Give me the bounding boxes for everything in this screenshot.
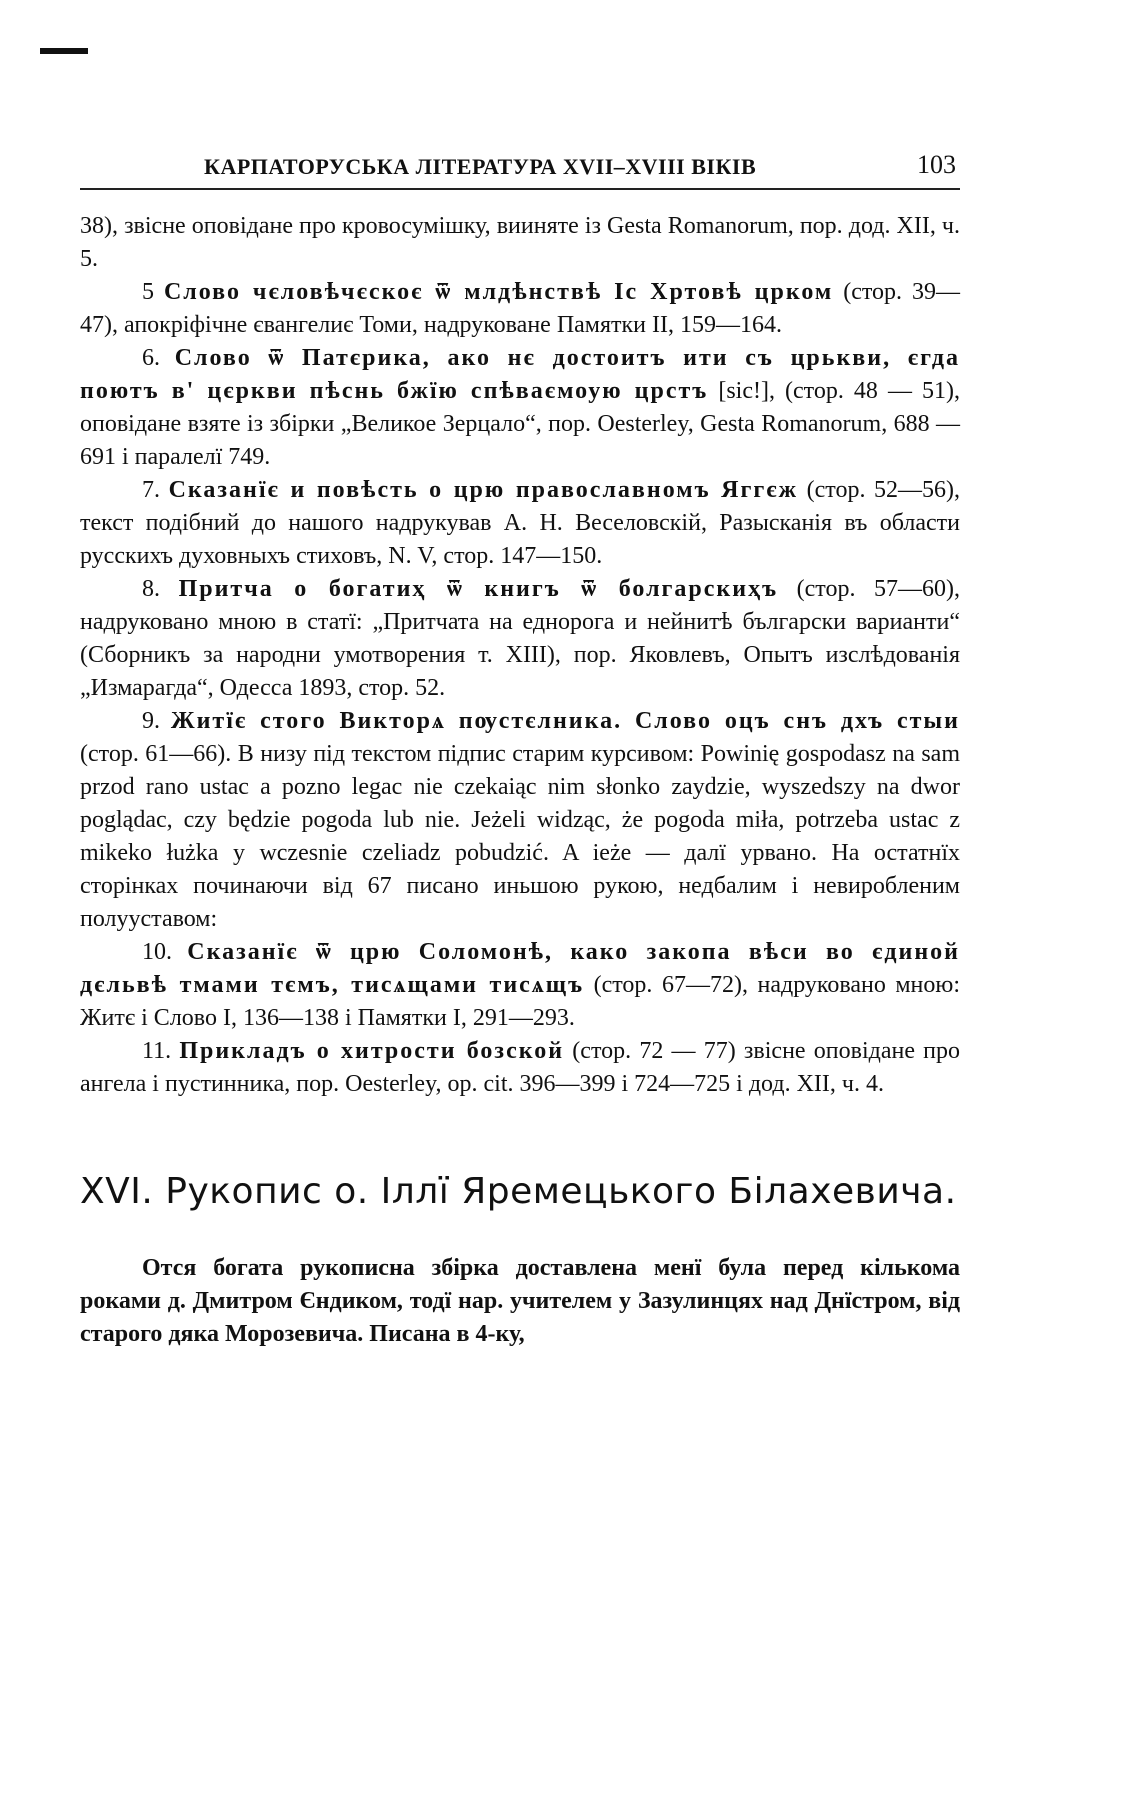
entry-5 xyxy=(80,276,960,342)
page-number: 103 xyxy=(917,150,956,179)
entry-7 xyxy=(80,474,960,573)
entry-number: 7. xyxy=(142,477,160,503)
section-intro: Отся богата рукописна збірка доставлена менї була перед кількома роками д. Дмитром Єндиком, тодї нар. учителем у Зазулинцях над Днїстром, від старого дяка Морозевича. Писана в 4-ку, xyxy=(80,1255,960,1347)
entry-8 xyxy=(80,573,960,705)
entry-number: 10. xyxy=(142,939,172,965)
entry-6 xyxy=(80,342,960,474)
entry-text: (стор. 52—56), текст подібний до нашого надрукував А. Н. Веселовскій, Разысканія въ области русскихъ духовныхъ стиховъ, N. V, стор. 147—150. xyxy=(80,477,961,569)
corner-mark xyxy=(40,48,88,54)
slavonic-title: Прикладъ о хитрости бозской xyxy=(179,1038,565,1064)
paragraph-continued: 38), звісне оповідане про кровосумішку, вииняте із Gesta Romanorum, пор. дод. XII, ч. 5. xyxy=(80,213,960,272)
entry-text: (стор. 72 — 77) звісне оповідане про ангела і пустинника, пор. Oesterley, op. cit. 396—399 і 724—725 і дод. XII, ч. 4. xyxy=(80,1038,961,1097)
entry-text: [sic!], (стор. 48 — 51), оповідане взяте із збірки „Великое Зерцало“, пор. Oesterley, Gesta Romanorum, 688 — 691 і паралелї 749. xyxy=(80,378,961,470)
slavonic-title: Слово ѿ Патєрика, ако нє достоитъ ити съ црькви, єгда поютъ в' цєркви пѣснь бжїю спѣваємоую црстъ xyxy=(80,345,960,404)
slavonic-title: Житїє стого Викторѧ пѹстєлника. Слово оцъ снъ дхъ стыи xyxy=(170,708,960,734)
body-text xyxy=(80,210,960,1101)
entry-number: 11. xyxy=(142,1038,172,1064)
entry-9 xyxy=(80,705,960,936)
slavonic-title: Притча о богатиҳ ѿ книгъ ѿ болгарскиҳъ xyxy=(178,576,779,602)
entry-text: (стор. 67—72), надруковано мною: Житє і Слово I, 136—138 і Памятки I, 291—293. xyxy=(80,972,961,1031)
entry-number: 9. xyxy=(142,708,160,734)
slavonic-title: Слово чєловѣчєскоє ѿ млдѣнствѣ Іс Хртовѣ црком xyxy=(163,279,834,305)
running-head-title: КАРПАТОРУСЬКА ЛІТЕРАТУРА XVII–XVIII ВІКІВ xyxy=(204,154,757,179)
page xyxy=(80,150,960,1351)
entry-number: 6. xyxy=(142,345,160,371)
entry-text: (стор. 39—47), апокріфічне євангелиє Томи, надруковане Памятки II, 159—164. xyxy=(80,279,960,338)
entry-number: 8. xyxy=(142,576,160,602)
slavonic-title: Сказанїє и повѣсть о црю православномъ Яггєж xyxy=(168,477,799,503)
entry-10 xyxy=(80,936,960,1035)
running-head xyxy=(80,150,960,190)
entry-text: (стор. 61—66). В низу під текстом підпис старим курсивом: Powinię gospodasz na sam przod rano ustac a pozno legac nie czekaiąc nim słonko zaydzie, wyszedszy na dwor poglądac, czy będzie pogoda lub nie. Jeżeli widząc, że pogoda miła, potrzeba ustac z mikeko łużka y wczesnie czeliadz pobudzić. A ieże — далї урвано. На остатнїх сторінках починаючи від 67 писано иньшою рукою, недбалим і невиробленим полууставом: xyxy=(80,741,960,932)
entry-text: (стор. 57—60), надруковано мною в статї: „Притчата на еднорога и нейнитѣ български варианти“ (Сборникъ за народни умотворения т. XIII), пор. Яковлевъ, Опытъ изслѣдованія „Измарагда“, Одесса 1893, стор. 52. xyxy=(80,576,961,701)
slavonic-title: Сказанїє ѿ црю Соломонѣ, како закопа вѣси во єдиной дєльвѣ тмами тємъ, тисѧщами тисѧщъ xyxy=(80,939,961,998)
entry-11 xyxy=(80,1035,960,1101)
section-heading: XVI. Рукопис о. Іллї Яремецького Білахевича. xyxy=(80,1171,957,1212)
entry-number: 5 xyxy=(142,279,154,305)
